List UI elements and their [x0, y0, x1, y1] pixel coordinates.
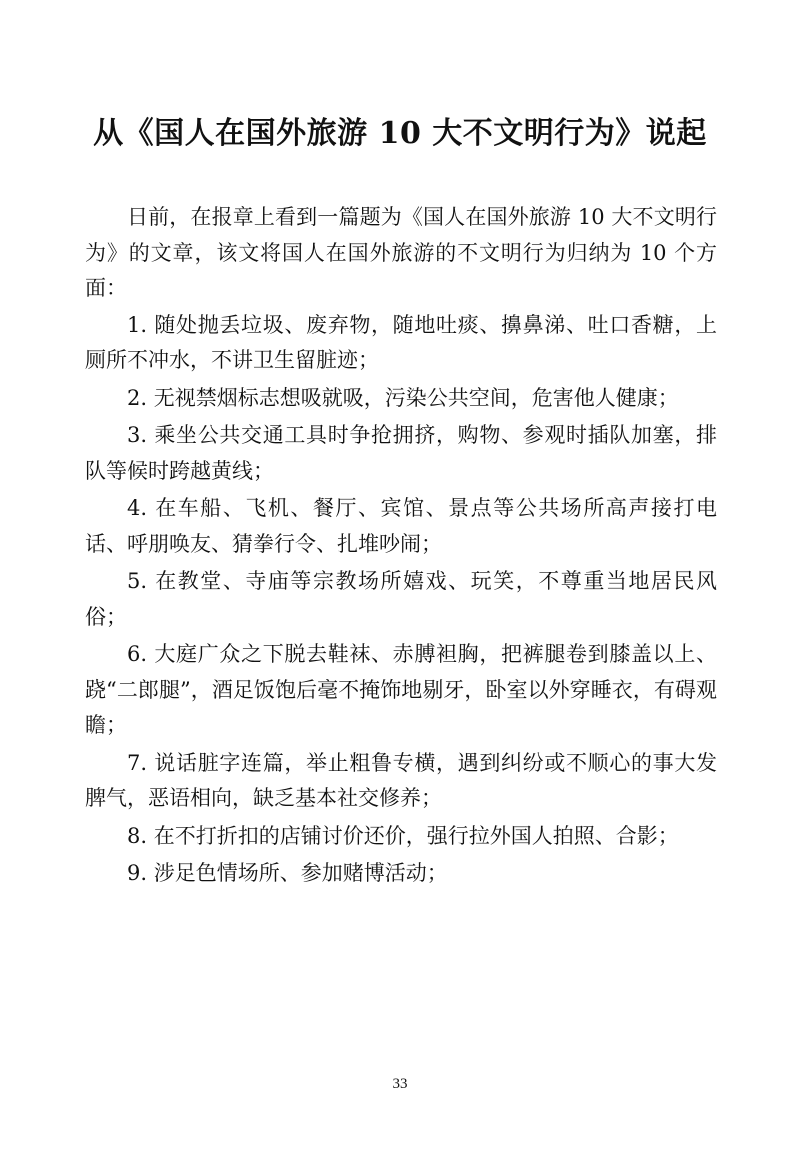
list-item: 3. 乘坐公共交通工具时争抢拥挤，购物、参观时插队加塞，排队等候时跨越黄线； — [85, 423, 717, 483]
list-item: 4. 在车船、飞机、餐厅、宾馆、景点等公共场所高声接打电话、呼朋唤友、猜拳行令、扎堆吵闹； — [85, 496, 717, 556]
article-title: 从《国人在国外旅游 10 大不文明行为》说起 — [93, 116, 707, 151]
list-item: 6. 大庭广众之下脱去鞋袜、赤膊袒胸，把裤腿卷到膝盖以上、跷“二郎腿”，酒足饭饱后毫不掩饰地剔牙，卧室以外穿睡衣，有碍观瞻； — [85, 642, 717, 737]
list-item: 8. 在不打折扣的店铺讨价还价，强行拉外国人拍照、合影； — [127, 823, 679, 848]
page-number: 33 — [392, 1076, 408, 1092]
list-item: 2. 无视禁烟标志想吸就吸，污染公共空间，危害他人健康； — [127, 385, 679, 410]
list-item: 7. 说话脏字连篇，举止粗鲁专横，遇到纠纷或不顺心的事大发脾气，恶语相向，缺乏基本社交修养； — [85, 750, 717, 810]
list-item: 5. 在教堂、寺庙等宗教场所嬉戏、玩笑，不尊重当地居民风俗； — [85, 569, 717, 629]
intro-paragraph: 日前，在报章上看到一篇题为《国人在国外旅游 10 大不文明行为》的文章，该文将国人在国外旅游的不文明行为归纳为 10 个方面： — [85, 205, 717, 300]
list-item: 1. 随处抛丢垃圾、废弃物，随地吐痰、擤鼻涕、吐口香糖，上厕所不冲水，不讲卫生留脏迹； — [85, 312, 717, 372]
article-body — [85, 200, 717, 894]
list-item: 9. 涉足色情场所、参加赌博活动； — [127, 861, 448, 885]
